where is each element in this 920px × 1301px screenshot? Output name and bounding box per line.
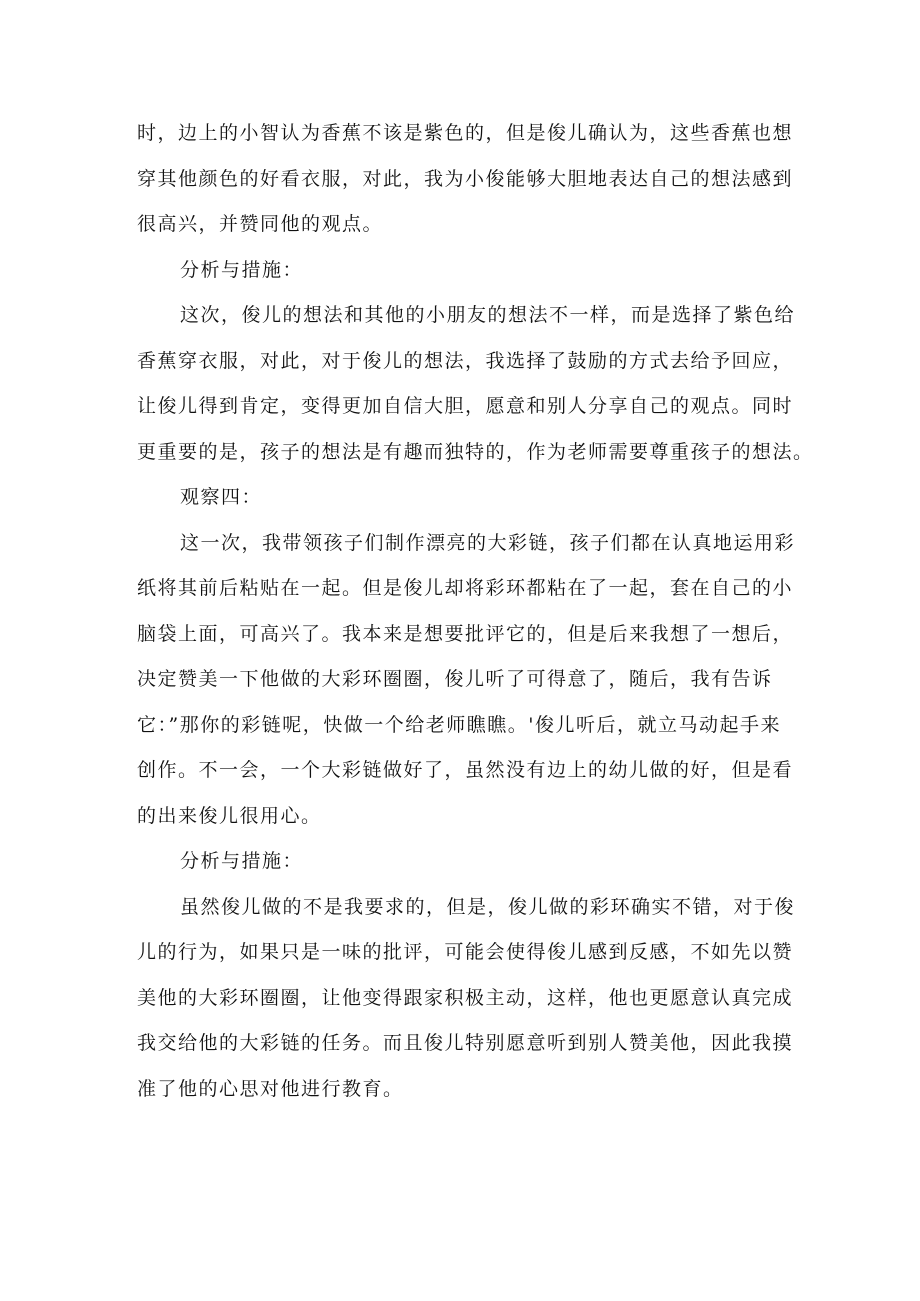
text-line: 决定赞美一下他做的大彩环圈圈，俊儿听了可得意了，随后，我有告诉	[137, 668, 773, 690]
text-line: 穿其他颜色的好看衣服，对此，我为小俊能够大胆地表达自己的想法感到	[137, 167, 794, 190]
text-line: 虽然俊儿做的不是我要求的，但是，俊儿做的彩环确实不错，对于俊	[180, 895, 796, 918]
text-line: 时，边上的小智认为香蕉不该是紫色的，但是俊儿确认为，这些香蕉也想	[137, 122, 794, 144]
text-line: 更重要的是，孩子的想法是有趣而独特的，作为老师需要尊重孩子的想法。	[137, 440, 814, 463]
text-line: 很高兴，并赞同他的观点。	[137, 213, 384, 235]
text-line: 这一次，我带领孩子们制作漂亮的大彩链，孩子们都在认真地运用彩	[180, 531, 796, 554]
text-line: 准了他的心思对他进行教育。	[137, 1077, 404, 1100]
text-line: 创作。不一会，一个大彩链做好了，虽然没有边上的幼儿做的好，但是看	[137, 759, 794, 781]
text-line: 我交给他的大彩链的任务。而且俊儿特别愿意听到别人赞美他，因此我摸	[137, 1032, 794, 1054]
text-line: 纸将其前后粘贴在一起。但是俊儿却将彩环都粘在了一起，套在自己的小	[137, 577, 794, 599]
document-page	[137, 111, 814, 1112]
text-line: 美他的大彩环圈圈，让他变得跟家积极主动，这样，他也更愿意认真完成	[137, 986, 794, 1009]
text-line: 的出来俊儿很用心。	[137, 804, 322, 827]
section-heading: 分析与措施：	[180, 258, 304, 281]
text-line: 这次，俊儿的想法和其他的小朋友的想法不一样，而是选择了紫色给	[180, 304, 796, 326]
text-line: 它：”那你的彩链呢，快做一个给老师瞧瞧。'俊儿听后，就立马动起手来	[137, 713, 781, 736]
text-line: 脑袋上面，可高兴了。我本来是想要批评它的，但是后来我想了一想后，	[137, 622, 794, 645]
section-heading: 观察四：	[180, 486, 263, 508]
text-line: 儿的行为，如果只是一味的批评，可能会使得俊儿感到反感，不如先以赞	[137, 941, 794, 963]
text-line: 让俊儿得到肯定，变得更加自信大胆，愿意和别人分享自己的观点。同时	[137, 395, 794, 417]
section-heading: 分析与措施：	[180, 850, 304, 872]
text-line: 香蕉穿衣服，对此，对于俊儿的想法，我选择了鼓励的方式去给予回应，	[137, 349, 794, 372]
